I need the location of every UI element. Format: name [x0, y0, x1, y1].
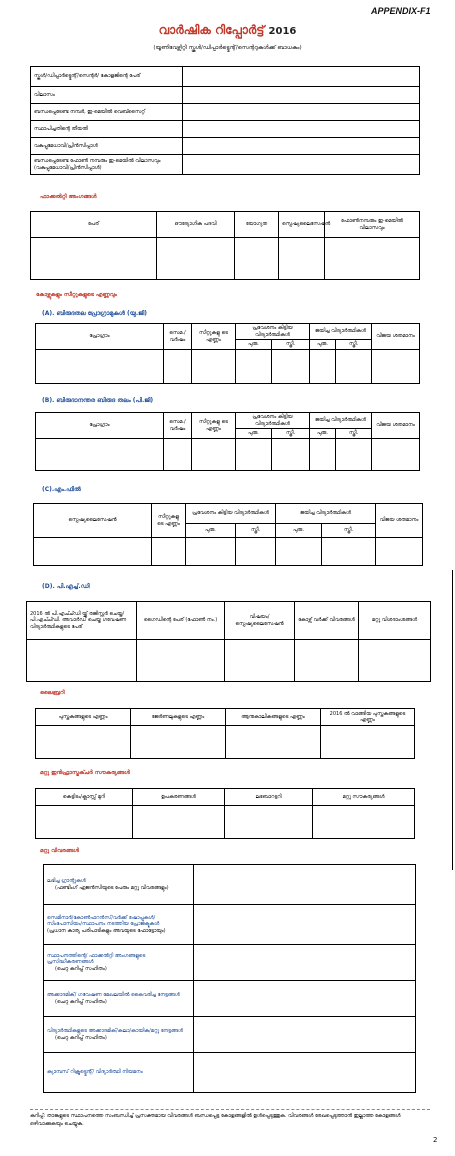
- info-label: വിലാസം: [31, 87, 183, 104]
- col-header: സീറ്റുകളു ടെ എണ്ണം: [152, 504, 186, 538]
- cell[interactable]: [279, 238, 325, 280]
- cell[interactable]: [36, 350, 164, 384]
- appendix-label: APPENDIX-F1: [371, 6, 431, 16]
- other-title: ലഭിച്ച ഗ്രാന്റുകൾ: [47, 878, 86, 885]
- col-header: മറ്റു വിശദാംശങ്ങൾ: [359, 602, 431, 640]
- other-detail: (പ്രധാന കാര്യ പരിപാടികളും അവയുടെ ഫോട്ടോയും): [47, 927, 166, 934]
- cell[interactable]: [236, 350, 272, 384]
- cell[interactable]: [131, 726, 226, 759]
- ug-label: (A). ബിരുദതല പ്രോഗ്രാമുകൾ (യു.ജി): [42, 310, 148, 317]
- info-label: വകുപ്പുമേധാവി/പ്രിൻസിപ്പാൾ: [31, 138, 183, 155]
- other-title: സെമിനാർ/കോൺഫറൻസ്/വർക്ക് ഷോപ്പുകൾ/ സിംപോസിയം/സ്ഥാപനം നടത്തിയ പ്രോജക്ടുകൾ: [47, 915, 160, 928]
- info-label: സ്ഥാപിച്ചതിന്റെ തീയതി: [31, 121, 183, 138]
- other-title: വിദ്യാർത്ഥികളുടെ അക്കാദമിക്/കലാ/കായിക/മറ്റു നേട്ടങ്ങൾ: [47, 1028, 183, 1035]
- cell[interactable]: [157, 238, 235, 280]
- library-table: [35, 708, 415, 759]
- other-table: [43, 864, 416, 1093]
- infra-table: [35, 788, 415, 839]
- col-header: പ്രവേശനം കിട്ടിയ വിദ്യാർത്ഥികൾ: [186, 504, 276, 524]
- col-header: പേര്: [31, 212, 157, 238]
- col-header: ഫോൺനമ്പരും ഇ-മെയിൽ വിലാസവും: [325, 212, 420, 238]
- cell[interactable]: [137, 640, 225, 682]
- title-text: വാർഷിക റിപ്പോർട്ട്: [158, 23, 265, 37]
- phd-label: (D). പി.എച്ച്.ഡി: [42, 583, 90, 590]
- col-header: കോഴ്സ് വർക്ക് വിവരങ്ങൾ: [295, 602, 359, 640]
- col-header: ജേർണലുകളുടെ എണ്ണം: [131, 709, 226, 726]
- cell[interactable]: [133, 806, 225, 839]
- info-value[interactable]: [183, 121, 420, 138]
- margin-line: [452, 570, 453, 870]
- other-title: ക്യാമ്പസ് റിക്രൂട്ട്മെന്റ്/ വിദ്യാർത്ഥി നിയമനം: [47, 1069, 143, 1076]
- cell[interactable]: [192, 439, 236, 471]
- cell[interactable]: [310, 439, 336, 471]
- col-header: സ്ത്രീ.: [336, 340, 372, 350]
- col-header: പ്രവേശനം കിട്ടിയ വിദ്യാർത്ഥികൾ: [236, 324, 310, 340]
- col-header: ജയിച്ച വിദ്യാർത്ഥികൾ: [276, 504, 376, 524]
- cell[interactable]: [225, 640, 295, 682]
- col-header: 2016 ൽ വാങ്ങിയ പുസ്തകങ്ങളുടെ എണ്ണം: [321, 709, 415, 726]
- faculty-heading: ഫാക്കൽറ്റി അംഗങ്ങൾ: [40, 194, 97, 200]
- col-header: ഉപകരണങ്ങൾ: [133, 789, 225, 806]
- ug-table: [35, 323, 420, 384]
- cell[interactable]: [321, 726, 415, 759]
- page-number: 2: [433, 1136, 438, 1144]
- cell[interactable]: [164, 350, 192, 384]
- col-header: മറ്റു സൗകര്യങ്ങൾ: [313, 789, 415, 806]
- other-detail: (ചെറു കുറിപ്പ് സഹിതം): [55, 998, 107, 1005]
- info-label: ബന്ധപ്പെടേണ്ട നമ്പർ, ഇ-മെയിൽ വെബ്സൈറ്റ്: [31, 104, 183, 121]
- col-header: 2016 ൽ പി.എച്ച്ഡി യ്ക്ക് രജിസ്റ്റർ ചെയ്ത/പി.എച്ച്ഡി. അവാർഡ് ചെയ്ത ഗവേഷണ വിദ്യാർത്ഥികളുടെ പേര്: [27, 602, 137, 640]
- col-header: സ്ത്രീ.: [236, 524, 276, 538]
- cell[interactable]: [164, 439, 192, 471]
- other-detail: (ചെറു കുറിപ്പ് സഹിതം): [55, 965, 107, 972]
- faculty-table: [30, 211, 420, 280]
- cell[interactable]: [27, 640, 137, 682]
- other-value[interactable]: [194, 945, 416, 981]
- info-value[interactable]: [183, 104, 420, 121]
- institution-info-table: [30, 66, 420, 175]
- col-header: വിജയ ശതമാനം: [372, 324, 420, 350]
- footnote: കുറിപ്പ്: താങ്കളുടെ സ്ഥാപനത്തെ സംബന്ധിച്ച് പ്രസക്തമായ വിവരങ്ങൾ ബന്ധപ്പെട്ട കോളങ്ങളിൽ ഉൾപ്പെടുത്തുക. വിവരങ്ങൾ രേഖപ്പെടുത്താൻ ഇല്ലാത്ത കോളങ്ങൾ ഒഴിവാക്കുകയും ചെയ്യുക.: [30, 1109, 430, 1128]
- col-header: ഗൈഡിന്റെ പേര് (ഫോൺ നം.): [137, 602, 225, 640]
- report-title: [0, 23, 455, 38]
- other-value[interactable]: [194, 865, 416, 905]
- col-header: വിജയ ശതമാനം: [372, 413, 420, 439]
- col-header: സീറ്റുകളു ടെ എണ്ണം: [192, 413, 236, 439]
- phd-table: [26, 601, 431, 682]
- cell[interactable]: [31, 238, 157, 280]
- other-value[interactable]: [194, 1017, 416, 1053]
- other-detail: (ചെറു കുറിപ്പ് സഹിതം): [55, 1034, 107, 1041]
- infra-heading: മറ്റു ഇൻഫ്രാസ്ട്രക്ചർ സൗകര്യങ്ങൾ: [40, 770, 130, 776]
- col-header: കെട്ടിടം/ക്ലാസ്സ് മുറി: [36, 789, 133, 806]
- col-header: സ്ത്രീ.: [272, 340, 310, 350]
- other-detail: (ഫണ്ടിംഗ് ഏജൻസിയുടെ പേരും മറ്റു വിവരങ്ങളും): [55, 884, 169, 891]
- col-header: സ്ത്രീ.: [272, 429, 310, 439]
- other-label: [44, 905, 194, 945]
- col-header: വിജയ ശതമാനം: [376, 504, 423, 538]
- cell[interactable]: [325, 238, 420, 280]
- info-label: ബന്ധപ്പെടേണ്ട ഫോൺ നമ്പരും ഇ-മെയിൽ വിലാസവും (വകുപ്പുമേധാവി/പ്രിൻസിപ്പാൾ): [31, 155, 183, 175]
- cell[interactable]: [36, 806, 133, 839]
- cell[interactable]: [310, 350, 336, 384]
- col-header: ജയിച്ച വിദ്യാർത്ഥികൾ: [310, 324, 372, 340]
- col-header: പുരു.: [236, 429, 272, 439]
- other-heading: മറ്റു വിവരങ്ങൾ: [40, 848, 80, 854]
- info-value[interactable]: [183, 155, 420, 175]
- cell[interactable]: [192, 350, 236, 384]
- cell[interactable]: [236, 538, 276, 566]
- col-header: സെമ./ വർഷം: [164, 413, 192, 439]
- other-title: സ്ഥാപനത്തിന്റെ/ ഫാക്കൽറ്റി അംഗങ്ങളുടെ പ്രസിദ്ധീകരണങ്ങൾ: [47, 953, 146, 966]
- col-header: പുരു.: [276, 524, 322, 538]
- col-header: വിഷയം/ സ്പെഷ്യലൈസേഷൻ: [225, 602, 295, 640]
- mphil-table: [33, 503, 423, 566]
- col-header: പുസ്തകങ്ങളുടെ എണ്ണം: [36, 709, 131, 726]
- info-value[interactable]: [183, 87, 420, 104]
- col-header: ഔദ്യോഗിക പദവി: [157, 212, 235, 238]
- col-header: സ്പെഷ്യലൈസേഷൻ: [279, 212, 325, 238]
- col-header: യോഗ്യത: [235, 212, 279, 238]
- col-header: പ്രോഗ്രാം: [36, 324, 164, 350]
- cell[interactable]: [336, 439, 372, 471]
- col-header: സെമ./ വർഷം: [164, 324, 192, 350]
- cell[interactable]: [372, 439, 420, 471]
- cell[interactable]: [295, 640, 359, 682]
- col-header: പ്രവേശനം കിട്ടിയ വിദ്യാർത്ഥികൾ: [236, 413, 310, 429]
- other-value[interactable]: [194, 1053, 416, 1093]
- col-header: സ്പെഷ്യലൈസേഷൻ: [34, 504, 152, 538]
- col-header: പുരു.: [310, 429, 336, 439]
- cell[interactable]: [276, 538, 322, 566]
- col-header: പുരു.: [236, 340, 272, 350]
- cell[interactable]: [272, 350, 310, 384]
- col-header: ജയിച്ച വിദ്യാർത്ഥികൾ: [310, 413, 372, 429]
- other-label: [44, 981, 194, 1017]
- other-title: അക്കാദമിക്/ ഗവേഷണ മേഖലയിൽ കൈവരിച്ച നേട്ടങ്ങൾ: [47, 992, 180, 999]
- cell[interactable]: [235, 238, 279, 280]
- cell[interactable]: [36, 726, 131, 759]
- cell[interactable]: [376, 538, 423, 566]
- col-header: സ്ത്രീ.: [336, 429, 372, 439]
- info-value[interactable]: [183, 67, 420, 87]
- col-header: സീറ്റുകളു ടെ എണ്ണം: [192, 324, 236, 350]
- cell[interactable]: [336, 350, 372, 384]
- cell[interactable]: [186, 538, 236, 566]
- other-label: [44, 945, 194, 981]
- col-header: പുരു.: [186, 524, 236, 538]
- cell[interactable]: [236, 439, 272, 471]
- library-heading: ലൈബ്രറി: [40, 690, 65, 696]
- pg-table: [35, 412, 420, 471]
- cell[interactable]: [152, 538, 186, 566]
- cell[interactable]: [313, 806, 415, 839]
- report-subtitle: (യൂണിവേഴ്സിറ്റി സ്കൂൾ/ഡിപ്പാർട്ട്മെന്റ്/സെന്ററുകൾക്ക് ബാധകം): [153, 45, 302, 51]
- cell[interactable]: [322, 538, 376, 566]
- col-header: പുരു.: [310, 340, 336, 350]
- other-label: [44, 1017, 194, 1053]
- cell[interactable]: [272, 439, 310, 471]
- other-label: [44, 865, 194, 905]
- cell[interactable]: [34, 538, 152, 566]
- col-header: സ്ത്രീ.: [322, 524, 376, 538]
- info-label: സ്കൂൾ/ഡിപ്പാർട്ട്മെന്റ്/സെന്റർ/ കോളജിന്റെ പേര്: [31, 67, 183, 87]
- other-value[interactable]: [194, 981, 416, 1017]
- cell[interactable]: [359, 640, 431, 682]
- pg-label: (B). ബിരുദാനന്തര ബിരുദ തലം (പി.ജി): [42, 397, 154, 404]
- courses-heading: കോഴ്സുകളും സീറ്റുകളുടെ എണ്ണവും: [36, 292, 117, 298]
- info-value[interactable]: [183, 138, 420, 155]
- cell[interactable]: [225, 806, 313, 839]
- other-label: [44, 1053, 194, 1093]
- other-value[interactable]: [194, 905, 416, 945]
- cell[interactable]: [372, 350, 420, 384]
- col-header: ആനുകാലികങ്ങളുടെ എണ്ണം: [226, 709, 321, 726]
- cell[interactable]: [36, 439, 164, 471]
- col-header: ലബോറട്ടറി: [225, 789, 313, 806]
- cell[interactable]: [226, 726, 321, 759]
- mphil-label: (C).എം.ഫിൽ: [42, 486, 81, 493]
- title-year: 2016: [268, 26, 297, 37]
- col-header: പ്രോഗ്രാം: [36, 413, 164, 439]
